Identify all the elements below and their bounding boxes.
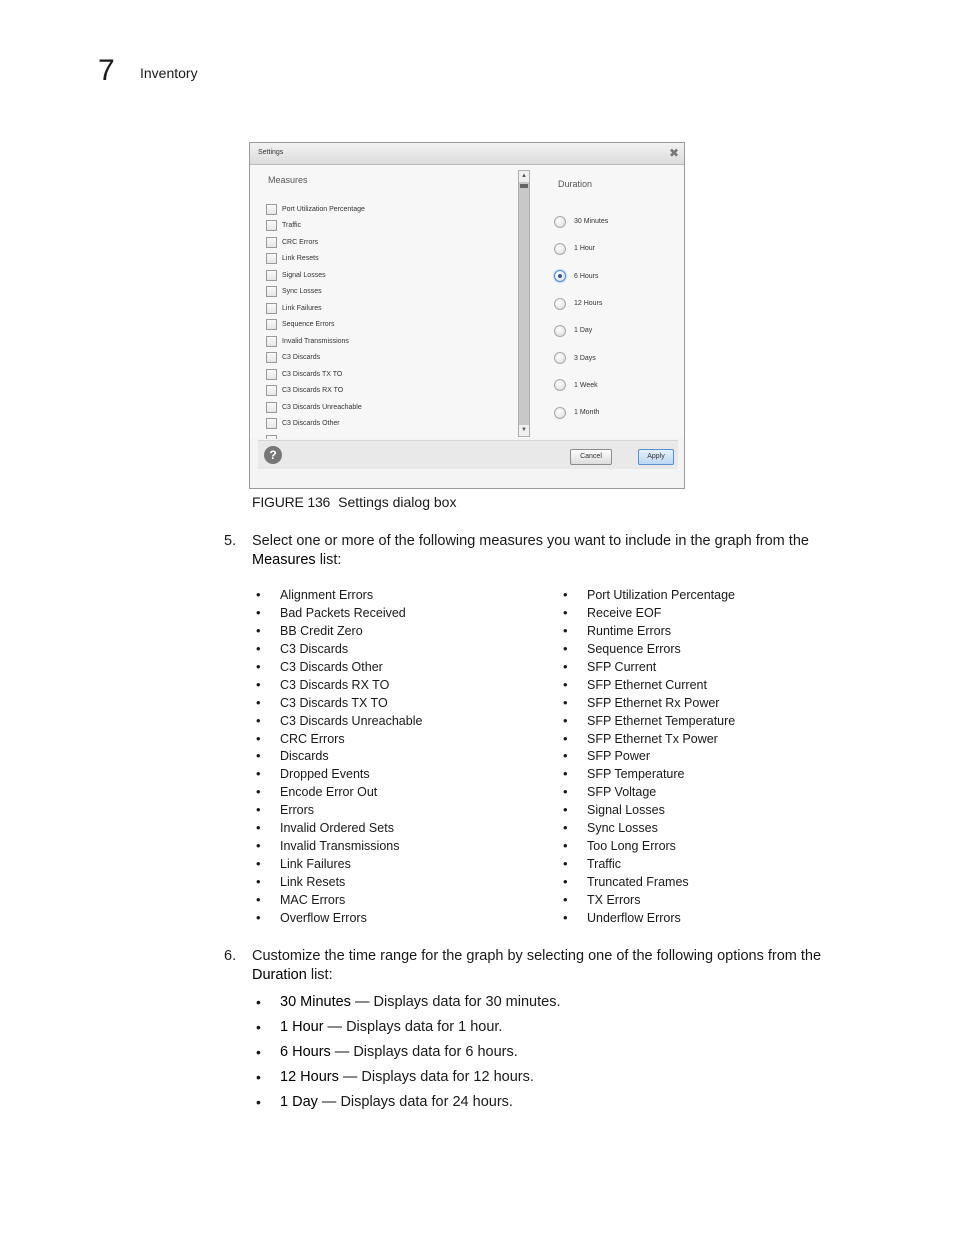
radio-button[interactable]	[554, 407, 566, 419]
measure-list-item: • Underflow Errors	[563, 909, 735, 927]
duration-term: 12 Hours	[280, 1069, 339, 1085]
duration-option-label: 12 Hours	[574, 300, 603, 308]
chapter-title: Inventory	[140, 65, 198, 81]
dialog-title: Settings	[258, 149, 284, 156]
measure-list-item: • C3 Discards	[256, 640, 422, 658]
measure-checkbox-item[interactable]	[266, 234, 516, 251]
duration-description-item	[256, 1043, 560, 1068]
figure-number: FIGURE 136	[252, 494, 331, 510]
measure-list-item: • SFP Ethernet Tx Power	[563, 730, 735, 748]
measure-label: C3 Discards Other	[282, 420, 340, 428]
measure-label: C3 Discards TX TO	[282, 370, 343, 378]
checkbox[interactable]	[266, 435, 277, 439]
scroll-down-icon[interactable]: ▼	[519, 425, 529, 436]
duration-description: — Displays data for 1 hour.	[323, 1019, 503, 1035]
settings-dialog	[249, 142, 685, 489]
measure-label: Sync Losses	[282, 288, 322, 296]
measures-label: Measures	[268, 175, 308, 185]
measure-label: Port Utilization Percentage	[282, 205, 365, 213]
checkbox[interactable]	[266, 286, 277, 297]
duration-term: 1 Hour	[280, 1019, 324, 1035]
measures-list	[266, 201, 516, 439]
measure-list-item: • Dropped Events	[256, 765, 422, 783]
measure-list-item: • Signal Losses	[563, 801, 735, 819]
measure-list-item: • SFP Ethernet Current	[563, 676, 735, 694]
checkbox[interactable]	[266, 319, 277, 330]
step-text-part: Select one or more of the following measures you want to include in the graph from the	[252, 533, 809, 549]
measure-label: Invalid Transmissions	[282, 337, 349, 345]
apply-button[interactable]: Apply	[638, 449, 674, 465]
duration-radio-item[interactable]	[554, 290, 608, 317]
duration-radio-item[interactable]	[554, 372, 608, 399]
radio-button[interactable]	[554, 298, 566, 310]
duration-description-item	[256, 1093, 560, 1118]
measure-list-item: • CRC Errors	[256, 730, 422, 748]
radio-button[interactable]	[554, 325, 566, 337]
measure-checkbox-item[interactable]	[266, 201, 516, 218]
dialog-footer	[258, 440, 678, 469]
measure-list-item: • SFP Voltage	[563, 783, 735, 801]
measure-checkbox-item[interactable]	[266, 383, 516, 400]
measure-label: Link Failures	[282, 304, 322, 312]
radio-button[interactable]	[554, 216, 566, 228]
close-icon[interactable]: ✖	[668, 146, 679, 160]
checkbox[interactable]	[266, 220, 277, 231]
step-number: 5.	[224, 533, 237, 549]
help-icon[interactable]: ?	[264, 446, 282, 464]
measure-checkbox-item[interactable]	[266, 300, 516, 317]
checkbox[interactable]	[266, 237, 277, 248]
duration-radio-item[interactable]	[554, 344, 608, 371]
step-term: Measures	[252, 552, 316, 568]
duration-label: Duration	[558, 179, 593, 189]
measure-list-item: • SFP Temperature	[563, 765, 735, 783]
measure-label: C3 Discards RX TO	[282, 387, 344, 395]
measure-list-item: • C3 Discards Other	[256, 658, 422, 676]
measure-label: C3 Discards Unreachable	[282, 403, 362, 411]
measure-checkbox-item[interactable]	[266, 432, 516, 439]
measure-label: Sequence Errors	[282, 321, 335, 329]
duration-option-label: 30 Minutes	[574, 218, 609, 226]
measure-list-item: • Bad Packets Received	[256, 604, 422, 622]
radio-button[interactable]	[554, 352, 566, 364]
measure-list-item: • Invalid Transmissions	[256, 837, 422, 855]
measure-list-item: • SFP Ethernet Temperature	[563, 712, 735, 730]
measure-list-item: • Sync Losses	[563, 819, 735, 837]
measure-list-item: • C3 Discards Unreachable	[256, 712, 422, 730]
measure-list-item: • TX Errors	[563, 891, 735, 909]
figure-caption	[252, 494, 456, 510]
duration-description: — Displays data for 6 hours.	[330, 1044, 518, 1060]
measure-list-item: • Alignment Errors	[256, 586, 422, 604]
step-text	[252, 532, 842, 570]
measures-scrollbar[interactable]	[518, 170, 530, 437]
measure-checkbox-item[interactable]	[266, 317, 516, 334]
measure-list-item: • SFP Current	[563, 658, 735, 676]
checkbox[interactable]	[266, 204, 277, 215]
measure-list-item: • Overflow Errors	[256, 909, 422, 927]
duration-radio-item[interactable]	[554, 208, 608, 235]
figure-title: Settings dialog box	[338, 494, 457, 510]
measure-list-item: • Runtime Errors	[563, 622, 735, 640]
radio-button[interactable]	[554, 270, 566, 282]
measure-checkbox-item[interactable]	[266, 366, 516, 383]
measure-list-item: • Errors	[256, 801, 422, 819]
measure-label: Link Resets	[282, 255, 319, 263]
duration-option-label: 1 Day	[574, 327, 593, 335]
measure-label: CRC Errors	[282, 238, 319, 246]
duration-radio-item[interactable]	[554, 263, 608, 290]
duration-list	[554, 208, 608, 426]
checkbox[interactable]	[266, 270, 277, 281]
scroll-thumb[interactable]	[520, 184, 528, 188]
duration-term: 6 Hours	[280, 1044, 331, 1060]
duration-radio-item[interactable]	[554, 235, 608, 262]
measures-column-2	[563, 586, 735, 927]
duration-descriptions	[256, 993, 560, 1118]
measure-list-item: • Receive EOF	[563, 604, 735, 622]
measure-list-item: • Discards	[256, 747, 422, 765]
measure-checkbox-item[interactable]	[266, 284, 516, 301]
measure-list-item: • SFP Ethernet Rx Power	[563, 694, 735, 712]
measure-list-item: • Link Resets	[256, 873, 422, 891]
measure-list-item: • MAC Errors	[256, 891, 422, 909]
measure-checkbox-item[interactable]	[266, 251, 516, 268]
measure-checkbox-item[interactable]	[266, 416, 516, 433]
measure-list-item: • C3 Discards TX TO	[256, 694, 422, 712]
measure-checkbox-item[interactable]	[266, 333, 516, 350]
measure-list-item: • Invalid Ordered Sets	[256, 819, 422, 837]
duration-description: — Displays data for 24 hours.	[317, 1094, 513, 1110]
checkbox[interactable]	[266, 385, 277, 396]
step-text-part: list:	[306, 967, 333, 983]
duration-option-label: 1 Hour	[574, 245, 596, 253]
duration-description: — Displays data for 30 minutes.	[350, 994, 561, 1010]
duration-option-label: 1 Week	[574, 381, 598, 389]
duration-option-label: 1 Month	[574, 409, 600, 417]
duration-description-item	[256, 1068, 560, 1093]
measure-list-item: • Port Utilization Percentage	[563, 586, 735, 604]
measure-list-item: • Truncated Frames	[563, 873, 735, 891]
measure-list-item: • C3 Discards RX TO	[256, 676, 422, 694]
measure-list-item: • SFP Power	[563, 747, 735, 765]
checkbox[interactable]	[266, 369, 277, 380]
measure-checkbox-item[interactable]	[266, 267, 516, 284]
checkbox[interactable]	[266, 418, 277, 429]
checkbox[interactable]	[266, 336, 277, 347]
scroll-up-icon[interactable]: ▲	[519, 171, 529, 182]
duration-description: — Displays data for 12 hours.	[338, 1069, 534, 1085]
measure-list-item: • Encode Error Out	[256, 783, 422, 801]
measure-list-item: • Too Long Errors	[563, 837, 735, 855]
measure-label: C3 Discards	[282, 354, 321, 362]
duration-term: 30 Minutes	[280, 994, 351, 1010]
measures-column-1	[256, 586, 422, 927]
duration-description-item	[256, 1018, 560, 1043]
step-text-part: list:	[315, 552, 342, 568]
dialog-body	[250, 165, 684, 438]
measure-label: Signal Losses	[282, 271, 326, 279]
step-term: Duration	[252, 967, 307, 983]
step-text	[252, 947, 842, 985]
duration-term: 1 Day	[280, 1094, 318, 1110]
step-number: 6.	[224, 948, 237, 964]
duration-description-item	[256, 993, 560, 1018]
step-text-part: Customize the time range for the graph by selecting one of the following options from the	[252, 948, 822, 964]
measure-label: Traffic	[282, 222, 302, 230]
measure-checkbox-item[interactable]	[266, 399, 516, 416]
duration-radio-item[interactable]	[554, 399, 608, 426]
duration-radio-item[interactable]	[554, 317, 608, 344]
checkbox[interactable]	[266, 402, 277, 413]
cancel-button[interactable]: Cancel	[570, 449, 612, 465]
radio-button[interactable]	[554, 243, 566, 255]
measure-list-item: • Traffic	[563, 855, 735, 873]
dialog-titlebar	[250, 143, 684, 165]
radio-button[interactable]	[554, 379, 566, 391]
checkbox[interactable]	[266, 352, 277, 363]
measure-list-item: • Sequence Errors	[563, 640, 735, 658]
chapter-number: 7	[98, 54, 115, 87]
measure-list-item: • Link Failures	[256, 855, 422, 873]
duration-option-label: 3 Days	[574, 354, 596, 362]
checkbox[interactable]	[266, 253, 277, 264]
measure-checkbox-item[interactable]	[266, 350, 516, 367]
checkbox[interactable]	[266, 303, 277, 314]
duration-option-label: 6 Hours	[574, 272, 599, 280]
measure-checkbox-item[interactable]	[266, 218, 516, 235]
measure-list-item: • BB Credit Zero	[256, 622, 422, 640]
